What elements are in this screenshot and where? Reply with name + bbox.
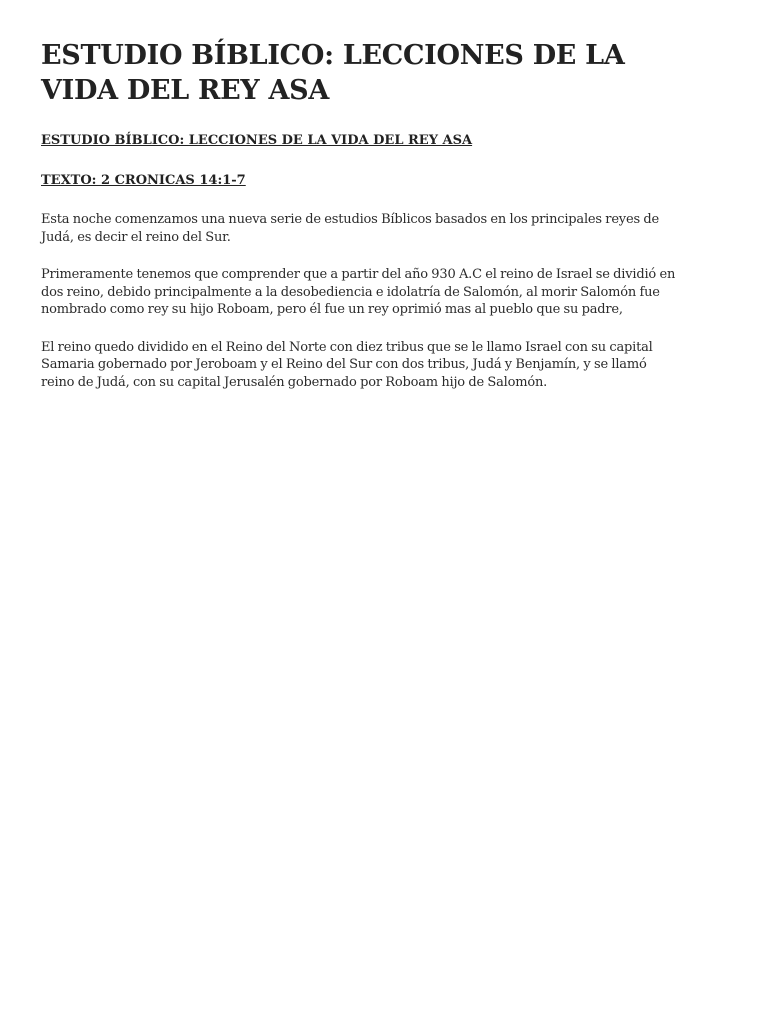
paragraph: Primeramente tenemos que comprender que a partir del año 930 A.C el reino de Israel se dividió en dos reino, debido principalmente a la desobediencia e idolatría de Salomón, al morir Salomón fue nombrado como rey su hijo Roboam, pero él fue un rey oprimió mas al pueblo que su padre, <box>41 267 676 317</box>
document-page <box>41 38 681 391</box>
paragraph: Esta noche comenzamos una nueva serie de estudios Bíblicos basados en los principales reyes de Judá, es decir el reino del Sur. <box>41 212 659 245</box>
paragraph: El reino quedo dividido en el Reino del Norte con diez tribus que se le llamo Israel con su capital Samaria gobernado por Jeroboam y el Reino del Sur con dos tribus, Judá y Benjamín, y se llamó reino de Judá, con su capital Jerusalén gobernado por Roboam hijo de Salomón. <box>41 339 653 390</box>
text-reference: TEXTO: 2 CRONICAS 14:1-7 <box>41 173 246 188</box>
page-title: ESTUDIO BÍBLICO: LECCIONES DE LA VIDA DEL REY ASA <box>41 40 625 106</box>
document-subtitle: ESTUDIO BÍBLICO: LECCIONES DE LA VIDA DEL REY ASA <box>41 133 473 148</box>
